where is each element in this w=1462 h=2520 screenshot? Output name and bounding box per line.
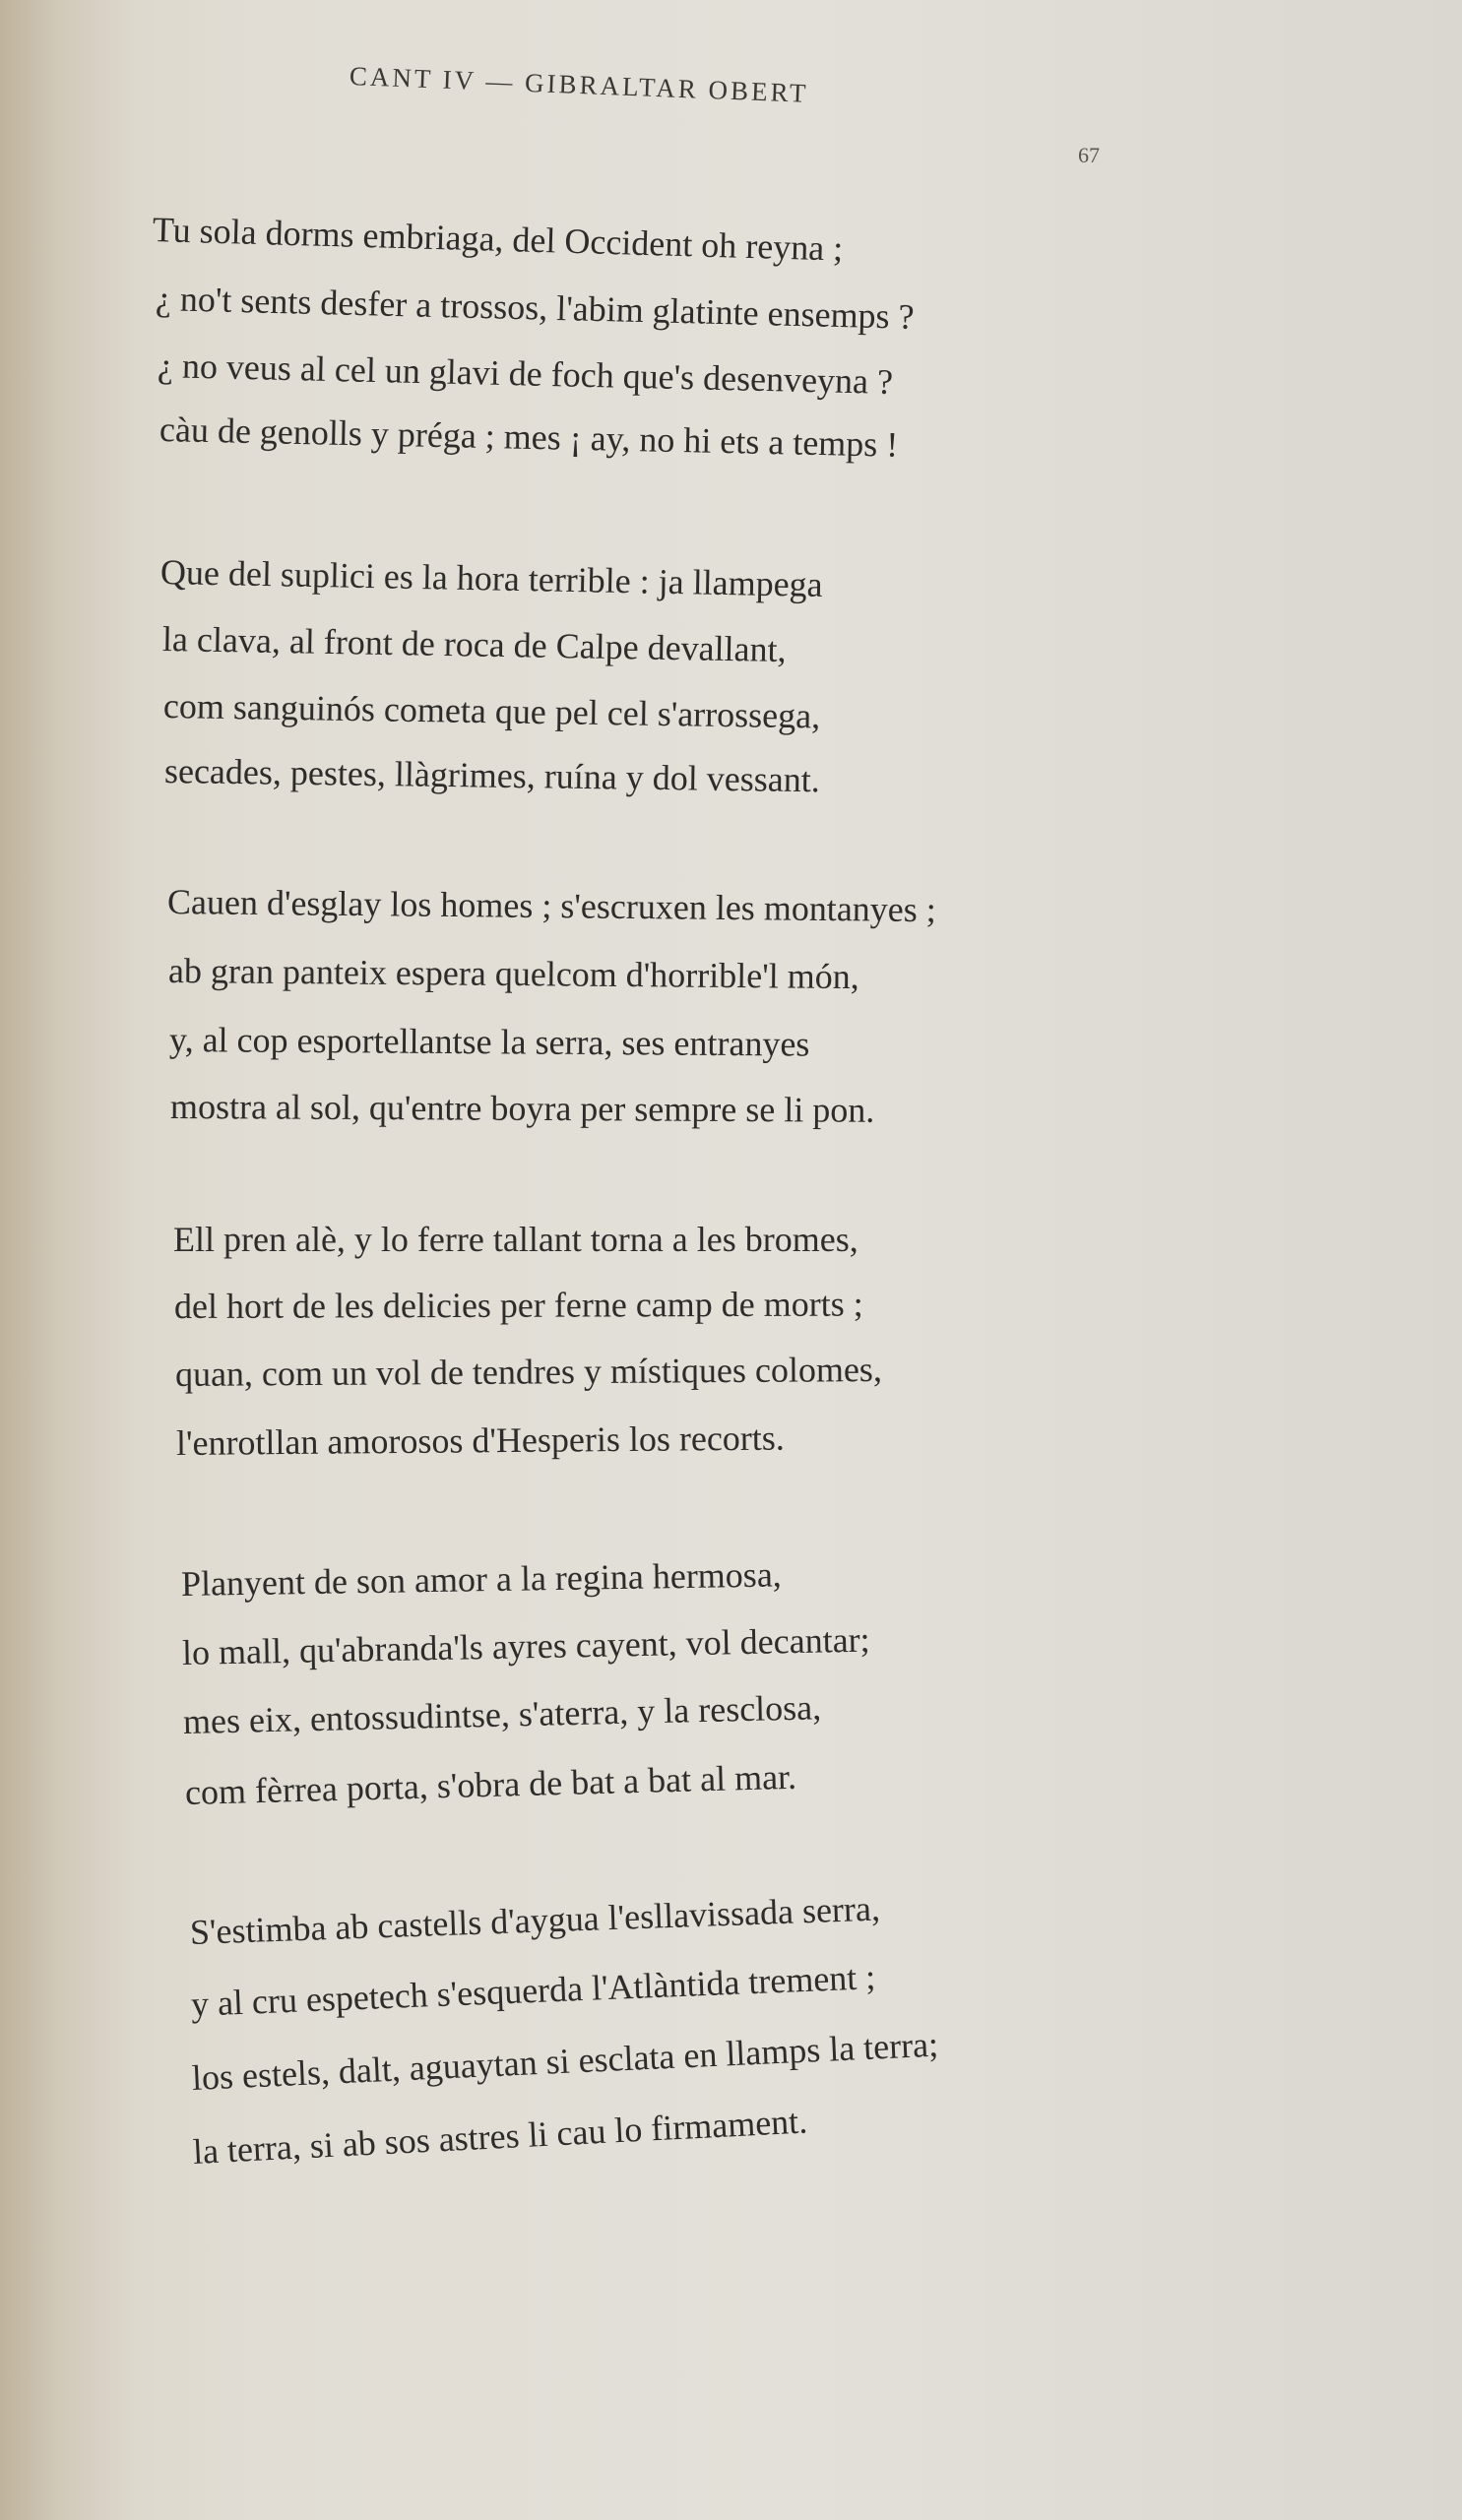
- verse-line: los estels, dalt, aguaytan si esclata en llamps la terra;: [191, 2024, 939, 2098]
- verse-line: Ell pren alè, y lo ferre tallant torna a les bromes,: [173, 1220, 858, 1259]
- page-number: 67: [1078, 143, 1100, 167]
- verse-line: y, al cop esportellantse la serra, ses entranyes: [168, 1020, 810, 1064]
- verse-line: del hort de les delicies per ferne camp de morts ;: [173, 1284, 863, 1326]
- verse-line: y al cru espetech s'esquerda l'Atlàntida trement ;: [190, 1957, 876, 2024]
- verse-line: com sanguinós cometa que pel cel s'arrossega,: [162, 686, 821, 736]
- verse-line: ab gran panteix espera quelcom d'horrible'l món,: [167, 951, 859, 997]
- verse-line: quan, com un vol de tendres y místiques colomes,: [174, 1349, 882, 1394]
- verse-line: secades, pestes, llàgrimes, ruína y dol vessant.: [163, 751, 821, 800]
- verse-line: ¿ no veus al cel un glavi de foch que's desenveyna ?: [157, 346, 894, 402]
- verse-line: la clava, al front de roca de Calpe devallant,: [161, 619, 787, 670]
- page-gutter-shadow: [0, 0, 138, 2520]
- verse-line: S'estimba ab castells d'aygua l'esllavissada serra,: [189, 1888, 881, 1952]
- verse-line: Tu sola dorms embriaga, del Occident oh reyna ;: [152, 210, 844, 269]
- verse-line: l'enrotllan amorosos d'Hesperis los recorts.: [175, 1418, 785, 1463]
- verse-line: Planyent de son amor a la regina hermosa,: [180, 1554, 783, 1604]
- verse-line: ¿ no't sents desfer a trossos, l'abim glatinte ensemps ?: [155, 279, 916, 337]
- verse-line: mes eix, entossudintse, s'aterra, y la resclosa,: [182, 1687, 822, 1741]
- verse-line: com fèrrea porta, s'obra de bat a bat al mar.: [184, 1756, 797, 1812]
- verse-line: lo mall, qu'abranda'ls ayres cayent, vol decantar;: [181, 1619, 870, 1672]
- verse-line: mostra al sol, qu'entre boyra per sempre se li pon.: [169, 1087, 875, 1130]
- verse-line: càu de genolls y préga ; mes ¡ ay, no hi ets a temps !: [159, 410, 899, 465]
- verse-line: Que del suplici es la hora terrible : ja llampega: [159, 552, 824, 604]
- running-head: CANT IV — GIBRALTAR OBERT: [349, 61, 810, 108]
- verse-line: la terra, si ab sos astres li cau lo firmament.: [191, 2101, 809, 2172]
- verse-line: Cauen d'esglay los homes ; s'escruxen les montanyes ;: [166, 882, 936, 930]
